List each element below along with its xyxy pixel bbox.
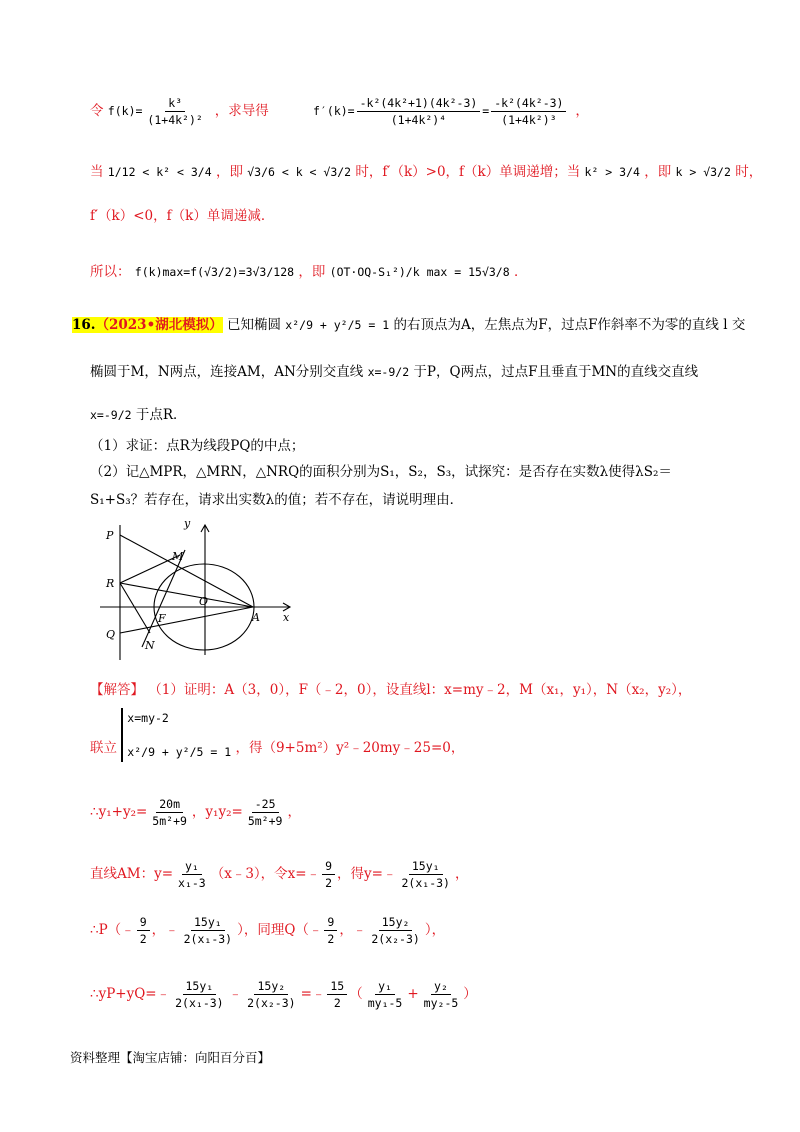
text: ）: [463, 986, 477, 1002]
line-equation: x=-9/2: [90, 408, 132, 422]
solution-line-2: [90, 162, 762, 182]
answer-line-6: [90, 978, 477, 1011]
equation: x²/9 + y²/5 = 1: [127, 745, 232, 759]
denominator: 2: [139, 932, 147, 946]
denominator: (1+4k²)⁴: [390, 113, 447, 127]
denominator: 2(x₂-3): [371, 932, 420, 946]
page-footer: 资料整理【淘宝店铺：向阳百分百】: [70, 1050, 271, 1065]
text: 时，f′（k）>0，f（k）单调递增；当: [355, 164, 581, 180]
text: ，: [287, 804, 301, 820]
text: f′(k)=: [313, 104, 355, 118]
text: =: [482, 104, 490, 118]
label-y: y: [184, 517, 191, 530]
text: （x﹣3），令x=﹣: [210, 866, 321, 882]
label-A: A: [252, 611, 260, 624]
numerator: k³: [165, 95, 185, 112]
numerator: 9: [324, 914, 337, 931]
formula: √3/6 < k < √3/2: [247, 165, 352, 179]
denominator: 2(x₁-3): [175, 996, 224, 1010]
numerator: -k²(4k²+1)(4k²-3): [357, 95, 481, 112]
text: f(k)=: [107, 104, 143, 118]
text: ，即: [644, 164, 672, 180]
line-PA: [120, 535, 253, 607]
question-part-1: [90, 436, 304, 456]
answer-line-5: [90, 914, 445, 947]
formula: f(k)max=f(√3/2)=3√3/128: [134, 265, 295, 279]
answer-line-3: [90, 796, 301, 829]
text: ∴P（﹣: [90, 922, 135, 938]
text: 于P，Q两点，过点F且垂直于MN的直线交直线: [413, 364, 699, 380]
text: ∴yP+yQ=﹣: [90, 986, 171, 1002]
text: ，得（9+5m²）y²﹣20my﹣25=0，: [235, 740, 465, 756]
numerator: -25: [252, 796, 279, 813]
denominator: 5m²+9: [247, 814, 283, 828]
numerator: 15y₁: [183, 978, 217, 995]
text: 16.: [72, 317, 96, 333]
text: ，y₁y₂=: [191, 804, 243, 820]
numerator: y₁: [182, 858, 202, 875]
text: ，求导得: [214, 103, 269, 119]
answer-line-1: [90, 680, 691, 700]
denominator: 2: [333, 996, 341, 1010]
text: ，﹣: [339, 922, 367, 938]
label-N: N: [145, 639, 155, 652]
question-16-line-3: [90, 405, 187, 425]
text: ，即: [298, 264, 326, 280]
formula-fprime: [313, 96, 575, 127]
text: 椭圆于M，N两点，连接AM，AN分别交直线: [90, 364, 364, 380]
text: ），: [424, 922, 446, 938]
text: （1）证明：A（3，0），F（﹣2，0），设直线l：x=my﹣2，M（x₁，y₁），N（x₂，y₂），: [148, 682, 692, 698]
denominator: 2(x₁-3): [401, 876, 450, 890]
numerator: y₂: [431, 978, 451, 995]
text: 直线AM：y=: [90, 866, 174, 882]
text: ﹣: [228, 986, 243, 1002]
text: f′（k）<0，f（k）单调递减．: [90, 208, 275, 224]
text: ），同理Q（﹣: [237, 922, 323, 938]
numerator: 20m: [156, 796, 183, 813]
text: （: [349, 986, 363, 1002]
question-number: [72, 317, 223, 333]
label-P: P: [106, 529, 114, 542]
numerator: -k²(4k²-3): [491, 95, 566, 112]
numerator: 9: [137, 914, 150, 931]
text: 已知椭圆: [227, 317, 281, 333]
numerator: 15y₁: [191, 914, 225, 931]
denominator: 2: [327, 932, 335, 946]
numerator: 15y₁: [409, 858, 443, 875]
formula-fk: [107, 96, 215, 127]
line-RN: [120, 583, 150, 633]
text: 时，: [735, 164, 763, 180]
line-QA: [120, 607, 253, 633]
label-Q: Q: [106, 628, 116, 641]
answer-line-2: [90, 708, 464, 762]
question-part-2b: [90, 490, 463, 510]
numerator: 9: [322, 858, 335, 875]
denominator: my₂-5: [423, 996, 459, 1010]
denominator: 2(x₁-3): [183, 932, 233, 946]
formula: (OT·OQ-S₁²)/k max = 15√3/8: [329, 265, 510, 279]
solution-line-4: [90, 262, 527, 282]
text: ，﹣: [151, 922, 179, 938]
text: 于点R．: [135, 407, 187, 423]
line-equation: x=-9/2: [367, 365, 410, 379]
numerator: 15: [327, 978, 347, 995]
text: ，: [575, 103, 589, 119]
denominator: 2(x₂-3): [247, 996, 296, 1010]
denominator: my₁-5: [367, 996, 403, 1010]
ellipse-figure: [100, 515, 300, 665]
question-source-tag: （2023•湖北模拟）: [95, 317, 223, 333]
question-16-line-1: [72, 315, 745, 335]
text: 令: [90, 103, 104, 119]
equation-system: [121, 708, 231, 762]
label-R: R: [106, 577, 115, 590]
solution-line-1: [90, 95, 589, 128]
label-x: x: [283, 611, 290, 624]
denominator: 2: [325, 876, 333, 890]
denominator: (1+4k²)²: [147, 113, 203, 127]
text: S₁+S₃？若存在，请求出实数λ的值；若不存在，请说明理由．: [90, 492, 464, 508]
text: ∴y₁+y₂=: [90, 804, 148, 820]
text: 当: [90, 164, 104, 180]
label-O: O: [199, 595, 209, 608]
line-RM: [120, 555, 180, 583]
text: 的右顶点为A，左焦点为F，过点F作斜率不为零的直线 l 交: [393, 317, 746, 333]
text: 所以：: [90, 264, 131, 280]
denominator: x₁-3: [178, 876, 206, 890]
numerator: y₁: [375, 978, 395, 995]
text: =﹣: [300, 986, 326, 1002]
equation: x=my-2: [127, 711, 169, 725]
formula: 1/12 < k² < 3/4: [107, 165, 212, 179]
answer-tag: 【解答】: [90, 682, 144, 698]
text: （2）记△MPR，△MRN，△NRQ的面积分别为S₁，S₂，S₃，试探究：是否存在实数λ使得λS₂＝: [90, 464, 672, 480]
label-F: F: [158, 612, 166, 625]
text: 联立: [90, 740, 117, 756]
denominator: (1+4k²)³: [501, 113, 557, 127]
formula: k > √3/2: [675, 165, 731, 179]
answer-line-4: [90, 858, 468, 891]
label-M: M: [172, 550, 184, 563]
numerator: 15y₂: [379, 914, 413, 931]
denominator: 5m²+9: [152, 814, 187, 828]
text: （1）求证：点R为线段PQ的中点；: [90, 438, 305, 454]
line-RA: [120, 583, 253, 607]
question-16-line-2: [90, 362, 698, 382]
question-part-2a: [90, 462, 672, 482]
text: ，得y=﹣: [337, 866, 397, 882]
text: +: [407, 986, 419, 1002]
ellipse-equation: x²/9 + y²/5 = 1: [285, 318, 390, 332]
text: ，: [454, 866, 469, 882]
text: ．: [513, 264, 528, 280]
numerator: 15y₂: [254, 978, 288, 995]
text: ，即: [215, 164, 243, 180]
solution-line-3: [90, 206, 274, 226]
formula: k² > 3/4: [584, 165, 640, 179]
